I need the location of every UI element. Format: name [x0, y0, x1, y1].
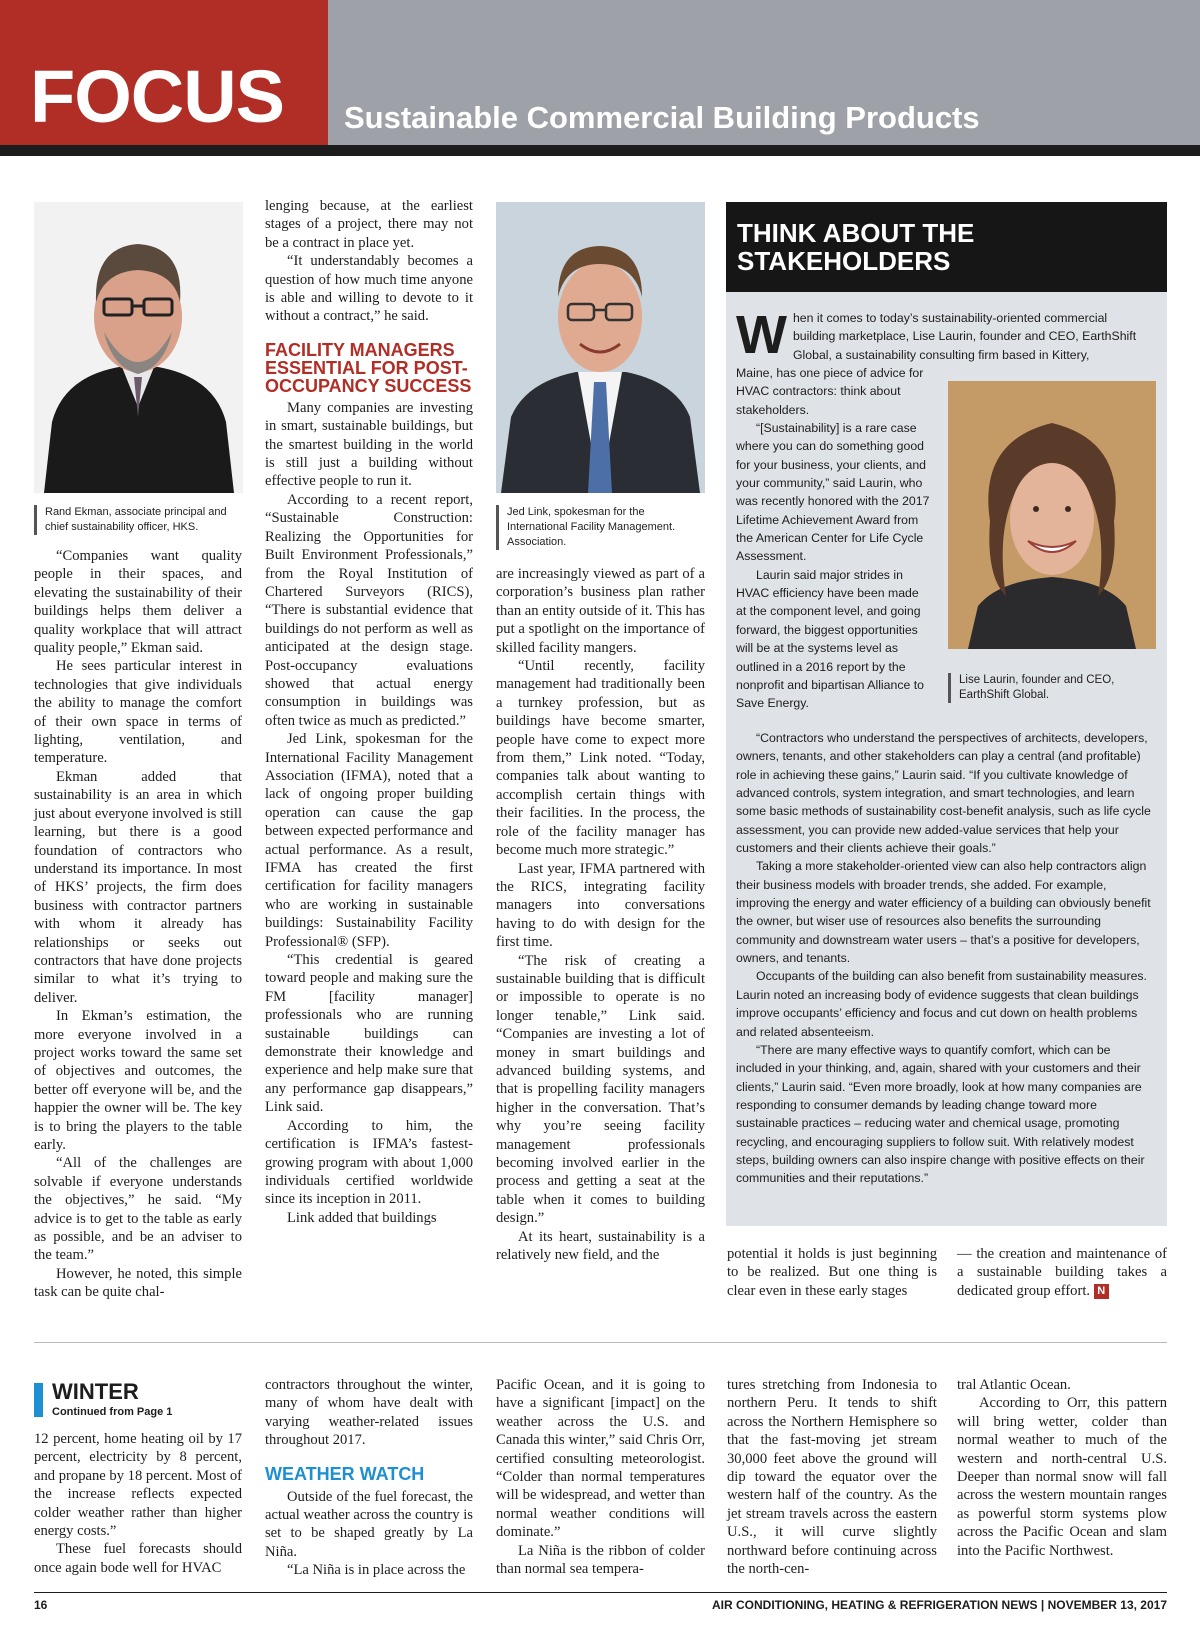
paragraph: “The risk of creating a sustainable building that is difficult or impossible to operate is no longer tenable,” Link said. “Companies are investing a lot of money in smart buildings and advanced building systems, and that is propelling facility managers higher in the conversation. That’s why you’re seeing facility management professionals becoming involved earlier in the process and getting a seat at the table when it comes to building design.”	[496, 952, 705, 1227]
paragraph: 12 percent, home heating oil by 17 percent, electricity by 8 percent, and propane by 18 percent. Most of the increase reflects expected colder weather rather than higher energy costs.”	[34, 1431, 242, 1540]
section-label: FOCUS	[30, 55, 284, 138]
weather-watch-heading: WEATHER WATCH	[265, 1463, 425, 1484]
paragraph: “All of the challenges are solvable if everyone understands the objectives,” he said. “My advice is to get to the table as early as possible, and be an adviser to the team.”	[34, 1155, 242, 1264]
publication-name: AIR CONDITIONING, HEATING & REFRIGERATION NEWS	[712, 1598, 1038, 1612]
paragraph: “This credential is geared toward people and making sure the FM [facility manager] professionals who are running sustainable buildings can demonstrate their knowledge and experience and help make sure that any performance gap disappears,” Link said.	[265, 952, 473, 1116]
paragraph: “Companies want quality people in their spaces, and elevating the sustainability of their buildings helps them deliver a quality workplace that will attract quality people,” Ekman said.	[34, 548, 242, 657]
paragraph: contractors throughout the winter, many of whom have dealt with varying weather-related issues throughout 2017.	[265, 1377, 473, 1449]
paragraph: According to Orr, this pattern will bring wetter, colder than normal weather to much of the western and north-central U.S. Deeper than normal snow will fall across the western mountain ranges as powerful storm systems plow across the Pacific Ocean and slam into the Pacific Northwest.	[957, 1395, 1167, 1559]
footer-separator: |	[1040, 1598, 1045, 1612]
header-rule	[0, 145, 1200, 156]
sidebar-wide-column	[736, 729, 1156, 1188]
sidebar-narrow-column	[736, 364, 932, 713]
paragraph: Link added that buildings	[287, 1209, 437, 1226]
closing-text: — the creation and maintenance of a sustainable building takes a dedicated group effort.	[957, 1246, 1167, 1299]
paragraph: “There are many effective ways to quantify comfort, which can be included in your thinking, and, again, shared with your customers and their clients,” Laurin said. “Even more broadly, look at how many companies are responding to consumer demands by leading change toward more sustainable practices – reducing water and chemical usage, promoting recycling, and encouraging suppliers to follow suit. With relatively modest steps, building owners can also inspire change with positive effects on their communities and their reputations.”	[736, 1042, 1145, 1186]
paragraph: Outside of the fuel forecast, the actual weather across the country is set to be shaped greatly by La Niña.	[265, 1488, 473, 1560]
winter-column-1	[34, 1430, 242, 1577]
article-column-3	[496, 565, 705, 1264]
paragraph: La Niña is the ribbon of colder than normal sea tempera-	[496, 1542, 705, 1578]
caption-jed: Jed Link, spokesman for the International Facility Management. Association.	[496, 505, 707, 550]
section-heading-facility-managers: FACILITY MANAGERS ESSENTIAL FOR POST-OCCUPANCY SUCCESS	[265, 339, 472, 396]
winter-column-4	[727, 1376, 937, 1578]
paragraph: Taking a more stakeholder-oriented view can also help contractors align their business models with broader trends, she added. For example, improving the energy and water efficiency of a building can obviously benefit the owner, but wiser use of resources also benefits the surrounding community and downstream water users – that’s a positive for developers, owners, and tenants.	[736, 859, 1151, 966]
paragraph: According to a recent report, “Sustainable Construction: Realizing the Opportunities for Built Environment Professionals,” from the Royal Institution of Chartered Surveyors (RICS), “There is substantial evidence that buildings do not perform as well as anticipated at the design stage. Post-occupancy evaluations showed that actual energy consumption in buildings was often twice as much as predicted.”	[265, 491, 473, 729]
sidebar-intro-text: hen it comes to today’s sustainability-oriented commercial building marketplace, Lise Laurin, founder and CEO, EarthShift Global, a sustainability consulting firm based in Kittery,	[792, 311, 1137, 362]
section-divider	[34, 1342, 1167, 1343]
paragraph: In Ekman’s estimation, the more everyone involved in a project works toward the same set of objectives and outcomes, the better off everyone will be, and the happier the owner will be. The key is to bring the players to the table early.	[34, 1008, 242, 1153]
issue-date: NOVEMBER 13, 2017	[1047, 1598, 1167, 1612]
paragraph: Laurin said major strides in HVAC efficiency have been made at the component level, and going forward, the biggest opportunities will be at the systems level as outlined in a 2016 report by the nonprofit and bipartisan Alliance to Save Energy.	[736, 567, 924, 711]
photo-jed-link	[496, 202, 705, 493]
paragraph: Many companies are investing in smart, sustainable buildings, but the smartest building in the world is still just a building without effective people to run it.	[265, 399, 473, 490]
paragraph: tures stretching from Indonesia to northern Peru. It tends to shift across the Northern Hemisphere so that the fast-moving jet stream 30,000 feet above the ground will dip toward the equator over the western half of the country. As the jet stream travels across the eastern U.S., it will curve slightly northward before continuing across the north-cen-	[727, 1377, 937, 1578]
page-number: 16	[34, 1598, 48, 1612]
sidebar-title: THINK ABOUT THE STAKEHOLDERS	[737, 218, 975, 276]
section-subtitle: Sustainable Commercial Building Products	[344, 100, 980, 135]
paragraph: Last year, IFMA partnered with the RICS, integrating facility managers into conversations having to do with design for the first time.	[496, 860, 705, 951]
footer-rule	[34, 1592, 1167, 1593]
paragraph	[957, 1245, 1167, 1300]
drop-cap: W	[736, 305, 787, 365]
winter-column-5	[957, 1376, 1167, 1560]
paragraph: “It understandably becomes a question of how much time anyone is able and willing to devote to it without a contract,” he said.	[265, 253, 473, 325]
paragraph: Occupants of the building can also benefit from sustainability measures. Laurin noted an increasing body of evidence suggests that clean buildings improve occupants’ efficiency and focus and cut down on health problems and related absenteeism.	[736, 969, 1147, 1039]
paragraph: tral Atlantic Ocean.	[957, 1377, 1071, 1393]
caption-rand: Rand Ekman, associate principal and chief sustainability officer, HKS.	[34, 505, 245, 535]
paragraph: Jed Link, spokesman for the International Facility Management Association (IFMA), noted that a lack of ongoing proper building operation can cause the gap between expected performance and actual performance. As a result, IFMA has created the first certification for facility managers who are working in sustainable buildings: Sustainability Facility Professional® (SFP).	[265, 731, 473, 950]
paragraph: are increasingly viewed as part of a corporation’s business plan rather than an entity outside of it. This has put a spotlight on the importance of skilled facility mangers.	[496, 566, 705, 656]
paragraph: Pacific Ocean, and it is going to have a significant [impact] on the weather across the U.S. and Canada this winter,” said Chris Orr, certified consulting meteorologist. “Colder than normal temperatures will be widespread, and wetter than normal weather conditions will dominate.”	[496, 1377, 705, 1541]
winter-accent-bar	[34, 1383, 43, 1417]
article-column-2	[265, 197, 473, 1227]
photo-lise-laurin	[948, 381, 1156, 649]
paragraph: “La Niña is in place across the	[287, 1562, 466, 1579]
article-column-5-end	[957, 1245, 1167, 1300]
footer-publication	[712, 1598, 1167, 1612]
winter-column-3	[496, 1376, 705, 1578]
paragraph: “Contractors who understand the perspectives of architects, developers, owners, tenants, and other stakeholders can play a central (and profitable) role in achieving these gains,” Laurin said. “If you cultivate knowledge of advanced controls, system integration, and smart technologies, and learn some basic methods of sustainability cost-benefit analysis, such as life cycle assessment, you can provide new added-value services that help your customers and their clients achieve their goals.”	[736, 731, 1151, 856]
paragraph: “Until recently, facility management had traditionally been a turnkey profession, but as buildings have become smarter, people have come to expect more from them,” Link noted. “Today, companies talk about wanting to accomplish certain things with their facilities. In the process, the role of the facility manager has become much more strategic.”	[496, 658, 705, 859]
paragraph: According to him, the certification is IFMA’s fastest-growing program with about 1,000 individuals certified worldwide since its inception in 2011.	[265, 1117, 473, 1208]
article-column-4-end	[727, 1245, 937, 1300]
paragraph: These fuel forecasts should once again bode well for HVAC	[34, 1541, 242, 1576]
article-column-1	[34, 547, 242, 1302]
paragraph: Ekman added that sustainability is an area in which just about everyone involved is still learning, but there is a good foundation of contractors who understand its importance. In most of HKS’ projects, the firm does business with contractor partners with whom it already has relationships or seeks out contractors that have done projects similar to what it’s trying to deliver.	[34, 768, 242, 1006]
paragraph: At its heart, sustainability is a relatively new field, and the	[496, 1228, 705, 1264]
winter-column-2	[265, 1376, 473, 1580]
photo-rand-ekman	[34, 202, 243, 493]
caption-lise: Lise Laurin, founder and CEO, EarthShift Global.	[948, 673, 1164, 703]
end-mark-icon: N	[1094, 1284, 1109, 1299]
continued-from: Continued from Page 1	[52, 1406, 173, 1418]
paragraph: lenging because, at the earliest stages of a project, there may not be a contract in place yet.	[265, 198, 473, 251]
continued-story-title: WINTER	[52, 1379, 139, 1404]
paragraph: However, he noted, this simple task can be quite chal-	[34, 1265, 242, 1301]
sidebar-intro	[736, 305, 1140, 365]
paragraph: He sees particular interest in technologies that give individuals the ability to manage the comfort of their own space in terms of lighting, ventilation, and temperature.	[34, 658, 242, 767]
paragraph: potential it holds is just beginning to be realized. But one thing is clear even in these early stages	[727, 1246, 937, 1299]
paragraph: “[Sustainability] is a rare case where you can do something good for your business, your clients, and your community,” said Laurin, who was recently honored with the 2017 Lifetime Achievement Award from the American Center for Life Cycle Assessment.	[736, 421, 930, 564]
paragraph: Maine, has one piece of advice for HVAC contractors: think about stakeholders.	[736, 366, 924, 417]
